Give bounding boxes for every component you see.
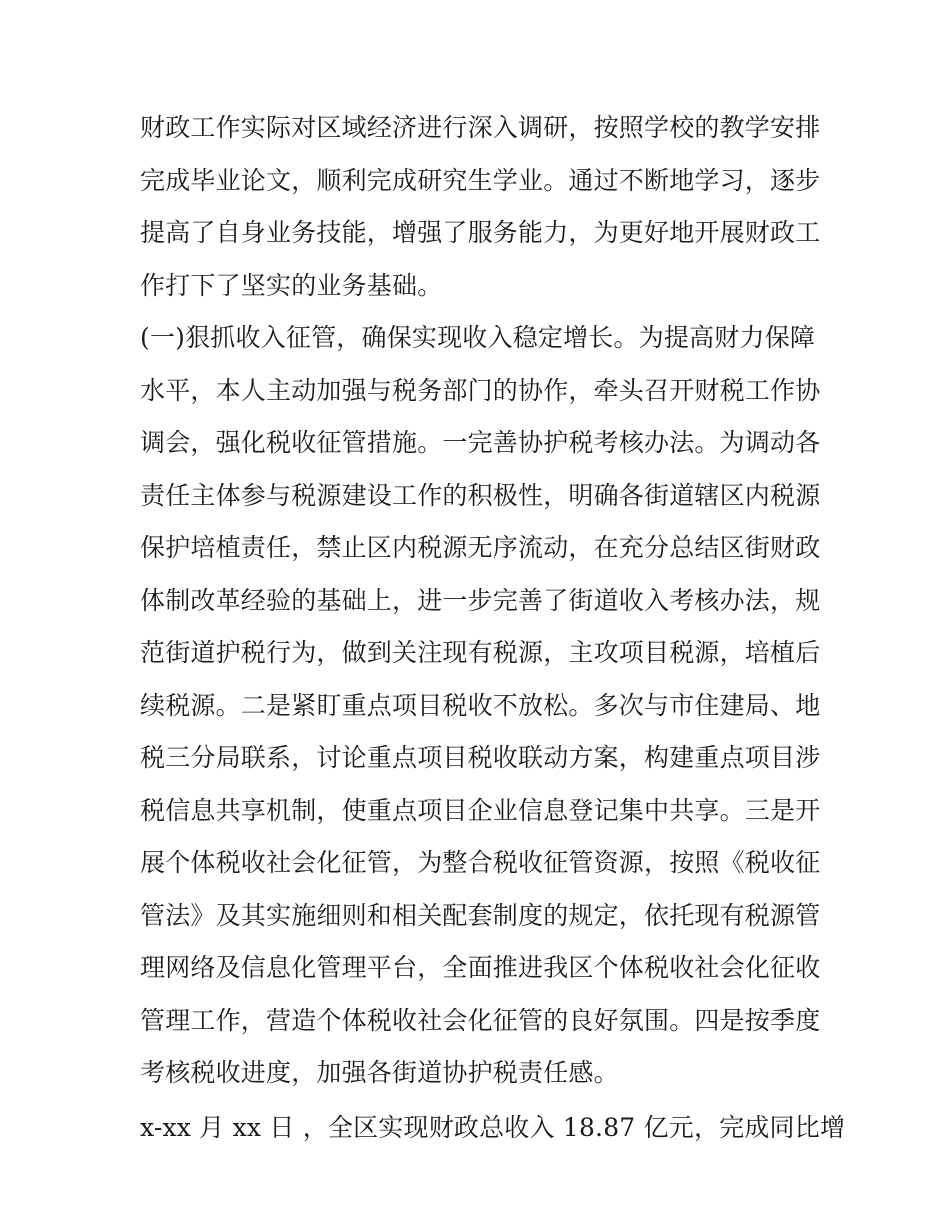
text-line: 考核税收进度，加强各街道协护税责任感。 (140, 1058, 619, 1087)
text-line: 理网络及信息化管理平台，全面推进我区个体税收社会化征收 (140, 953, 821, 982)
text-line: 税信息共享机制，使重点项目企业信息登记集中共享。三是开 (140, 796, 821, 825)
text-line: 续税源。二是紧盯重点项目税收不放松。多次与市住建局、地 (140, 691, 821, 720)
text-line: 作打下了坚实的业务基础。 (140, 271, 443, 300)
text-line: 保护培植责任，禁止区内税源无序流动，在充分总结区街财政 (140, 533, 821, 562)
text-line: 调会，强化税收征管措施。一完善协护税考核办法。为调动各 (140, 428, 821, 457)
text-line: 展个体税收社会化征管，为整合税收征管资源，按照《税收征 (140, 848, 821, 877)
text-line: 财政工作实际对区域经济进行深入调研，按照学校的教学安排 (140, 113, 821, 142)
section-heading-line: (一)狠抓收入征管，确保实现收入稳定增长。为提高财力保障 (140, 323, 816, 352)
text-line: 提高了自身业务技能，增强了服务能力，为更好地开展财政工 (140, 218, 821, 247)
text-line: 范街道护税行为，做到关注现有税源，主攻项目税源，培植后 (140, 638, 821, 667)
text-line: 完成毕业论文，顺利完成研究生学业。通过不断地学习，逐步 (140, 166, 821, 195)
text-line: 管法》及其实施细则和相关配套制度的规定，依托现有税源管 (140, 901, 821, 930)
text-line: x-xx 月 xx 日 ，全区实现财政总收入 18.87 亿元，完成同比增 (140, 1113, 846, 1142)
text-line: 责任主体参与税源建设工作的积极性，明确各街道辖区内税源 (140, 481, 821, 510)
text-line: 体制改革经验的基础上，进一步完善了街道收入考核办法，规 (140, 586, 821, 615)
text-line: 管理工作，营造个体税收社会化征管的良好氛围。四是按季度 (140, 1006, 821, 1035)
text-line: 税三分局联系，讨论重点项目税收联动方案，构建重点项目涉 (140, 743, 821, 772)
text-line: 水平，本人主动加强与税务部门的协作，牵头召开财税工作协 (140, 376, 821, 405)
